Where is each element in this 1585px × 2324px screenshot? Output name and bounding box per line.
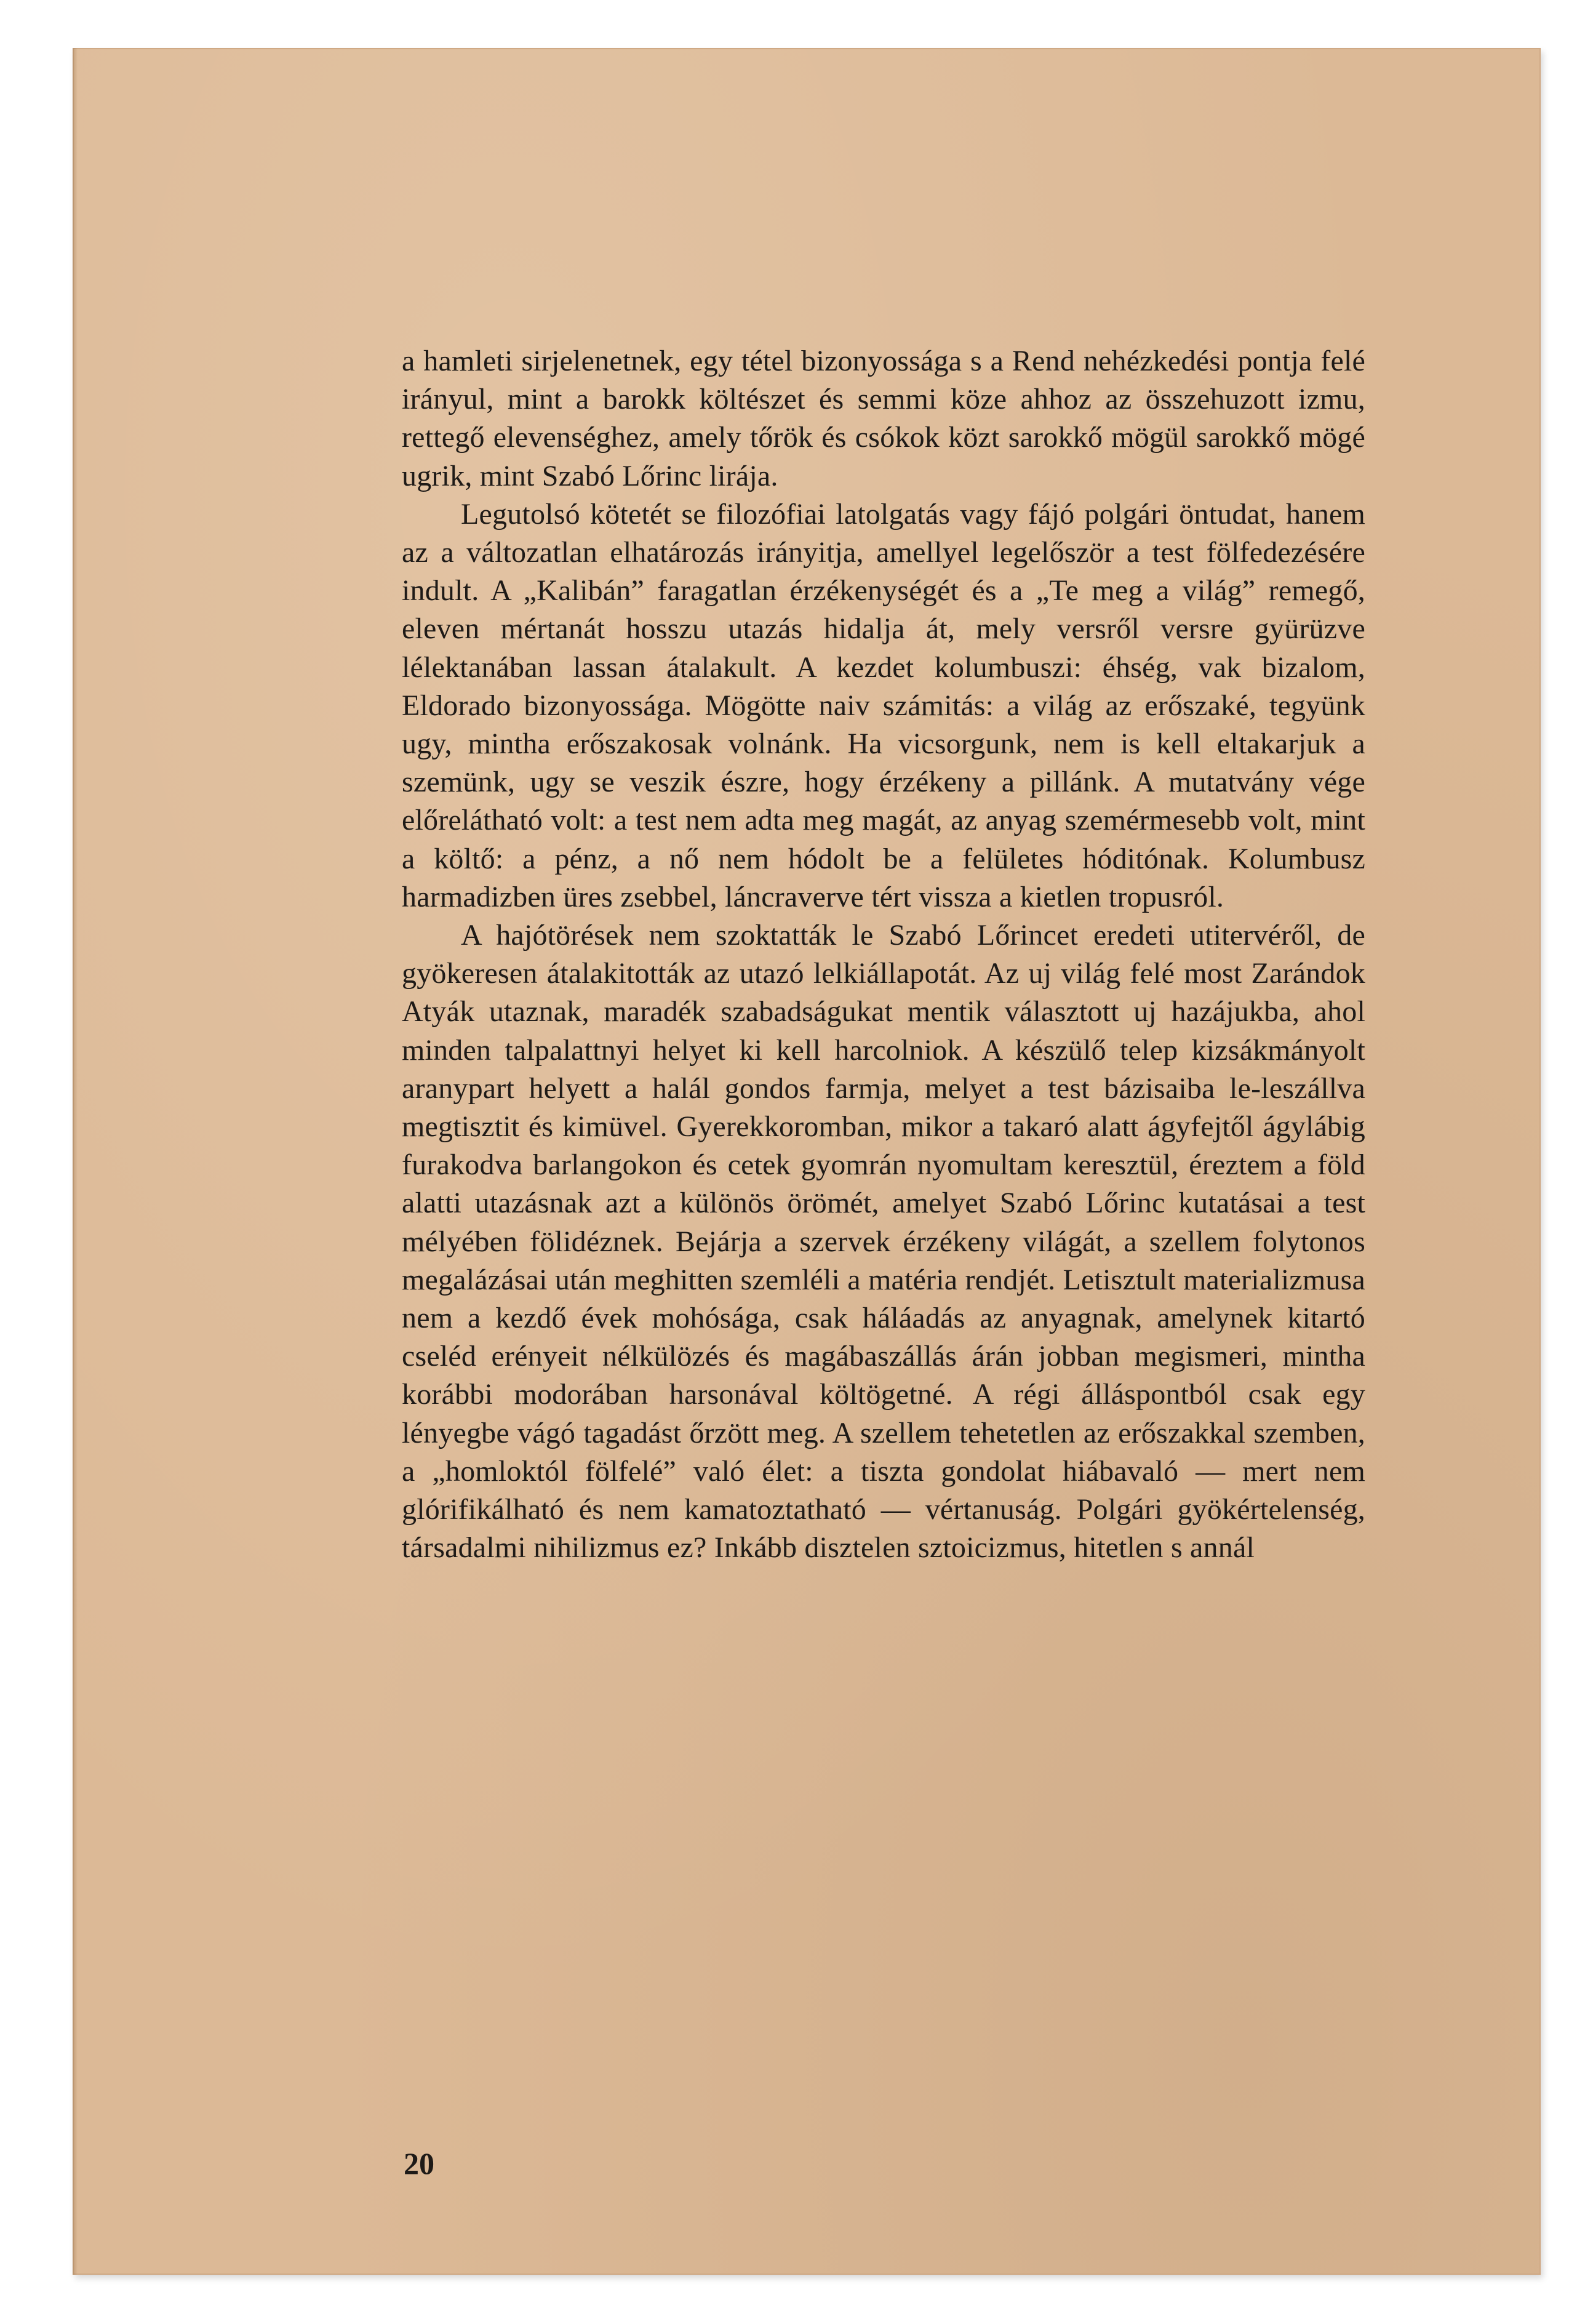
paper-sheet [73,48,1541,2275]
page-number: 20 [404,2146,434,2181]
paragraph-1: a hamleti sirjelenetnek, egy tétel bizonyossága s a Rend nehézkedési pontja felé irányul, mint a barokk költészet és semmi köze ahhoz az összehuzott izmu, rettegő elevenséghez, amely tőrök és csókok közt sarokkő mögül sarokkő mögé ugrik, mint Szabó Lőrinc lirája. [402,345,1365,492]
paragraph-3: A hajótörések nem szoktatták le Szabó Lőrincet eredeti utitervéről, de gyökeresen átalakitották az utazó lelkiállapotát. Az uj világ felé most Zarándok Atyák utaznak, maradék szabadságukat mentik választott uj hazájukba, ahol minden talpalattnyi helyet ki kell harcolniok. A készülő telep kizsákmányolt aranypart helyett a halál gondos farmja, melyet a test bázisaiba le-leszállva megtisztit és kimüvel. Gyerekkoromban, mikor a takaró alatt ágyfejtől ágylábig furakodva barlangokon és cetek gyomrán nyomultam keresztül, éreztem a föld alatti utazásnak azt a különös örömét, amelyet Szabó Lőrinc kutatásai a test mélyében fölidéznek. Bejárja a szervek érzékeny világát, a szellem folytonos megalázásai után meghitten szemléli a matéria rendjét. Letisztult materializmusa nem a kezdő évek mohósága, csak háláadás az anyagnak, amelynek kitartó cseléd erényeit nélkülözés és magábaszállás árán jobban megismeri, mintha korábbi modorában harsonával költögetné. A régi álláspontból csak egy lényegbe vágó tagadást őrzött meg. A szellem tehetetlen az erőszakkal szemben, a „homloktól fölfelé” való élet: a tiszta gondolat hiábavaló — mert nem glórifikálható és nem kamatoztatható — vértanuság. Polgári gyökértelenség, társadalmi nihilizmus ez? Inkább disztelen sztoicizmus, hitetlen s annál [402,919,1366,1565]
body-text [402,342,1365,1568]
paragraph-2: Legutolsó kötetét se filozófiai latolgatás vagy fájó polgári öntudat, hanem az a változatlan elhatározás irányitja, amellyel legelőször a test fölfedezésére indult. A „Kalibán” faragatlan érzékenységét és a „Te meg a világ” remegő, eleven mértanát hosszu utazás hidalja át, mely versről versre gyürüzve lélektanában lassan átalakult. A kezdet kolumbuszi: éhség, vak bizalom, Eldorado bizonyossága. Mögötte naiv számitás: a világ az erőszaké, tegyünk ugy, mintha erőszakosak volnánk. Ha vicsorgunk, nem is kell eltakarjuk a szemünk, ugy se veszik észre, hogy érzékeny a pillánk. A mutatvány vége előrelátható volt: a test nem adta meg magát, az anyag szemérmesebb volt, mint a költő: a pénz, a nő nem hódolt be a felületes hóditónak. Kolumbusz harmadizben üres zsebbel, láncraverve tért vissza a kietlen tropusról. [402,497,1365,913]
